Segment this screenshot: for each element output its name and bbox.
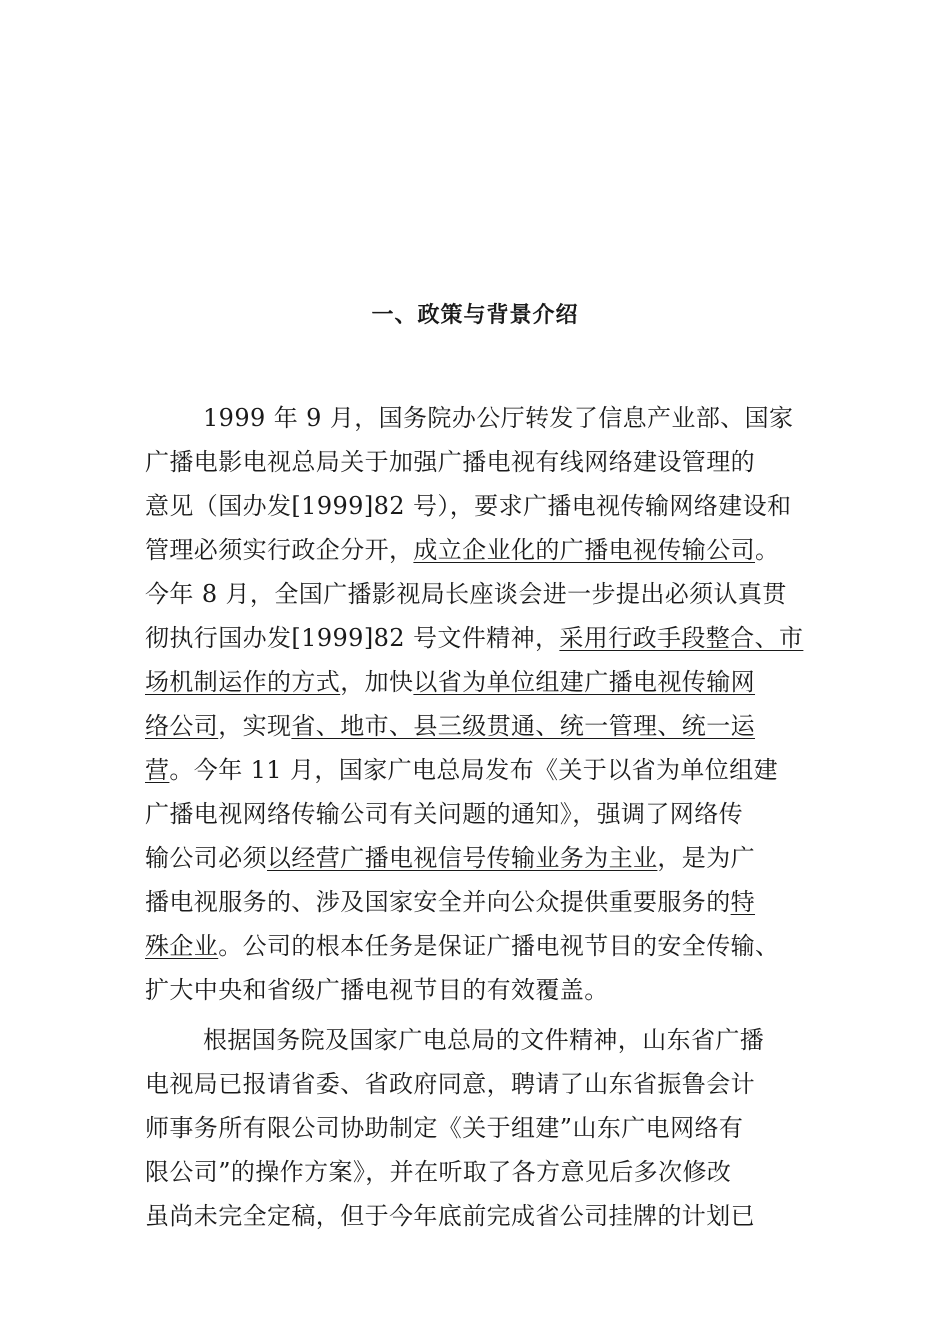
text-segment: ，是为广 — [657, 844, 756, 872]
text-segment: 输公司必须 — [145, 844, 267, 872]
text-line — [145, 528, 779, 572]
text-line — [145, 880, 755, 924]
underlined-phrase: 省、地市、县三级贯通、统一管理、统一运 — [291, 712, 756, 740]
underlined-phrase: 场机制运作的方式 — [145, 668, 341, 696]
text-line — [145, 836, 755, 880]
text-segment: 播电视服务的、涉及国家安全并向公众提供重要服务的 — [145, 888, 731, 916]
text-segment: 。 — [755, 536, 780, 564]
underlined-phrase: 成立企业化的广播电视传输公司 — [413, 536, 756, 564]
underlined-phrase: 采用行政手段整合、市 — [559, 624, 804, 652]
text-line — [145, 748, 778, 792]
text-segment: 广播电影电视总局关于加强广播电视有线网络建设管理的 — [145, 448, 755, 476]
text-line — [145, 1194, 755, 1238]
text-line — [145, 1106, 743, 1150]
text-segment: 广播电视网络传输公司有关问题的通知》，强调了网络传 — [145, 800, 743, 828]
text-line — [145, 660, 755, 704]
text-segment: ，实现 — [218, 712, 292, 740]
text-segment: 。公司的根本任务是保证广播电视节目的安全传输、 — [218, 932, 780, 960]
text-line — [145, 968, 609, 1012]
text-line — [203, 1018, 764, 1062]
text-line — [145, 704, 755, 748]
text-segment: 电视局已报请省委、省政府同意，聘请了山东省振鲁会计 — [145, 1070, 755, 1098]
text-segment: 根据国务院及国家广电总局的文件精神，山东省广播 — [203, 1026, 765, 1054]
underlined-phrase: 以省为单位组建广播电视传输网 — [413, 668, 756, 696]
text-line — [203, 396, 793, 440]
text-segment: 彻执行国办发[1999]82 号文件精神， — [145, 624, 560, 652]
text-segment: 今年 8 月，全国广播影视局长座谈会进一步提出必须认真贯 — [145, 580, 787, 608]
underlined-phrase: 殊企业 — [145, 932, 219, 960]
underlined-phrase: 以经营广播电视信号传输业务为主业 — [267, 844, 658, 872]
text-segment: 意见（国办发[1999]82 号），要求广播电视传输网络建设和 — [145, 492, 792, 520]
text-segment: 限公司”的操作方案》，并在听取了各方意见后多次修改 — [145, 1158, 732, 1186]
text-line — [145, 484, 791, 528]
text-line — [145, 924, 779, 968]
text-line — [145, 616, 803, 660]
text-line — [145, 572, 787, 616]
underlined-phrase: 特 — [730, 888, 756, 916]
text-segment: 1999 年 9 月，国务院办公厅转发了信息产业部、国家 — [203, 404, 794, 432]
text-line — [145, 1062, 755, 1106]
text-line — [145, 440, 755, 484]
underlined-phrase: 营 — [145, 756, 170, 784]
text-segment: 扩大中央和省级广播电视节目的有效覆盖。 — [145, 976, 609, 1004]
text-line — [145, 792, 743, 836]
text-segment: 管理必须实行政企分开， — [145, 536, 414, 564]
text-line — [145, 1150, 731, 1194]
underlined-phrase: 络公司 — [145, 712, 219, 740]
section-heading: 一、政策与背景介绍 — [371, 303, 579, 328]
text-segment: 虽尚未完全定稿，但于今年底前完成省公司挂牌的计划已 — [145, 1202, 755, 1230]
text-segment: 。今年 11 月，国家广电总局发布《关于以省为单位组建 — [169, 756, 779, 784]
text-segment: ，加快 — [340, 668, 414, 696]
text-segment: 师事务所有限公司协助制定《关于组建”山东广电网络有 — [145, 1114, 744, 1142]
